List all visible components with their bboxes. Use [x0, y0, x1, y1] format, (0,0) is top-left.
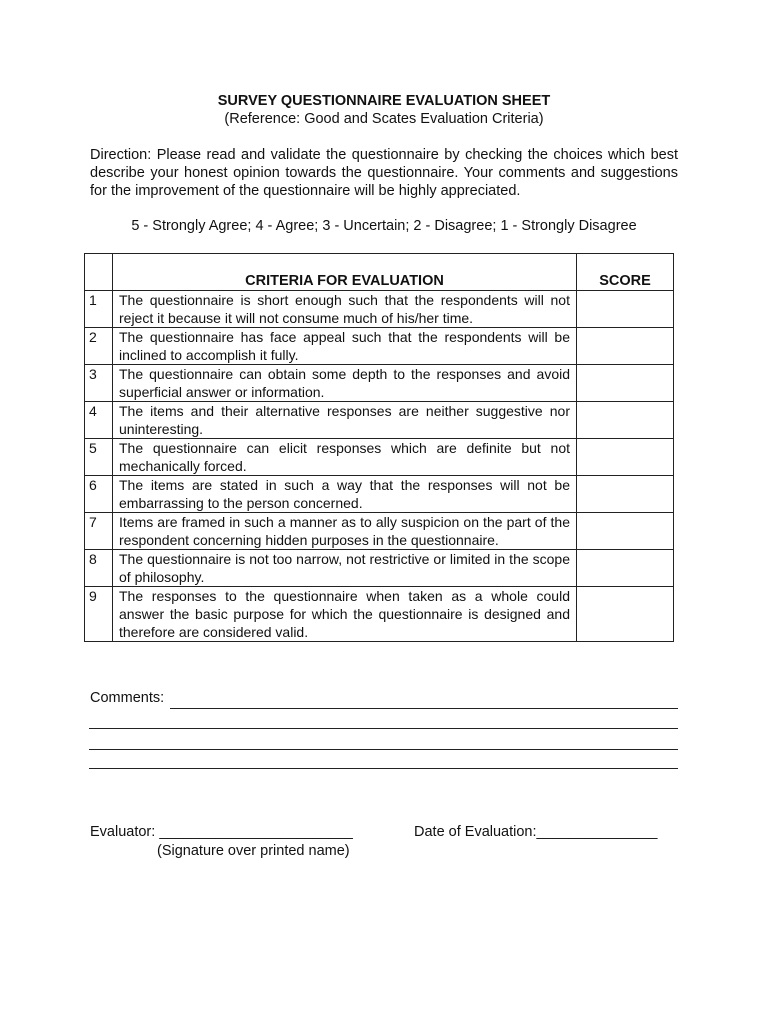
row-number: 7	[85, 513, 113, 550]
score-cell[interactable]	[577, 291, 674, 328]
table-row	[85, 513, 674, 550]
row-number: 5	[85, 439, 113, 476]
criteria-column-header: CRITERIA FOR EVALUATION	[113, 254, 577, 291]
criterion-text: The questionnaire has face appeal such that the respondents will be inclined to accomplish it fully.	[113, 328, 577, 365]
number-column-header	[85, 254, 113, 291]
row-number: 3	[85, 365, 113, 402]
score-cell[interactable]	[577, 439, 674, 476]
evaluator-label: Evaluator: ________________________	[90, 824, 353, 840]
row-number: 9	[85, 587, 113, 642]
table-row	[85, 439, 674, 476]
row-number: 4	[85, 402, 113, 439]
score-cell[interactable]	[577, 328, 674, 365]
criterion-text: The questionnaire can obtain some depth to the responses and avoid superficial answer or information.	[113, 365, 577, 402]
score-cell[interactable]	[577, 513, 674, 550]
direction-text: Direction: Please read and validate the questionnaire by checking the choices which best describe your honest opinion towards the questionnaire. Your comments and suggestions for the improvement of the questionnaire will be highly appreciated.	[90, 147, 678, 199]
score-cell[interactable]	[577, 365, 674, 402]
table-row	[85, 550, 674, 587]
rating-scale: 5 - Strongly Agree; 4 - Agree; 3 - Uncertain; 2 - Disagree; 1 - Strongly Disagree	[131, 218, 637, 234]
table-row	[85, 291, 674, 328]
comments-label: Comments:	[90, 690, 165, 706]
table-row	[85, 476, 674, 513]
criterion-text: The questionnaire is not too narrow, not restrictive or limited in the scope of philosophy.	[113, 550, 577, 587]
table-header-row	[85, 254, 674, 291]
criterion-text: Items are framed in such a manner as to ally suspicion on the part of the respondent concerning hidden purposes in the questionnaire.	[113, 513, 577, 550]
comment-line-1[interactable]	[170, 708, 678, 709]
comment-line-4[interactable]	[89, 768, 678, 769]
table-row	[85, 402, 674, 439]
page-subtitle: (Reference: Good and Scates Evaluation Criteria)	[224, 111, 544, 127]
date-of-evaluation-label: Date of Evaluation:_______________	[414, 824, 658, 840]
row-number: 6	[85, 476, 113, 513]
table-row	[85, 587, 674, 642]
row-number: 2	[85, 328, 113, 365]
score-cell[interactable]	[577, 587, 674, 642]
score-column-header: SCORE	[577, 254, 674, 291]
score-cell[interactable]	[577, 402, 674, 439]
criterion-text: The items are stated in such a way that the responses will not be embarrassing to the person concerned.	[113, 476, 577, 513]
criterion-text: The responses to the questionnaire when taken as a whole could answer the basic purpose for which the questionnaire is designed and therefore are considered valid.	[113, 587, 577, 642]
criterion-text: The items and their alternative responses are neither suggestive nor uninteresting.	[113, 402, 577, 439]
criterion-text: The questionnaire is short enough such that the respondents will not reject it because it will not consume much of his/her time.	[113, 291, 577, 328]
row-number: 8	[85, 550, 113, 587]
page-title: SURVEY QUESTIONNAIRE EVALUATION SHEET	[217, 93, 551, 109]
table-row	[85, 328, 674, 365]
comment-line-2[interactable]	[89, 728, 678, 729]
criterion-text: The questionnaire can elicit responses which are definite but not mechanically forced.	[113, 439, 577, 476]
score-cell[interactable]	[577, 550, 674, 587]
signature-note: (Signature over printed name)	[157, 843, 350, 859]
row-number: 1	[85, 291, 113, 328]
score-cell[interactable]	[577, 476, 674, 513]
evaluation-table	[84, 253, 674, 642]
comment-line-3[interactable]	[89, 749, 678, 750]
table-row	[85, 365, 674, 402]
